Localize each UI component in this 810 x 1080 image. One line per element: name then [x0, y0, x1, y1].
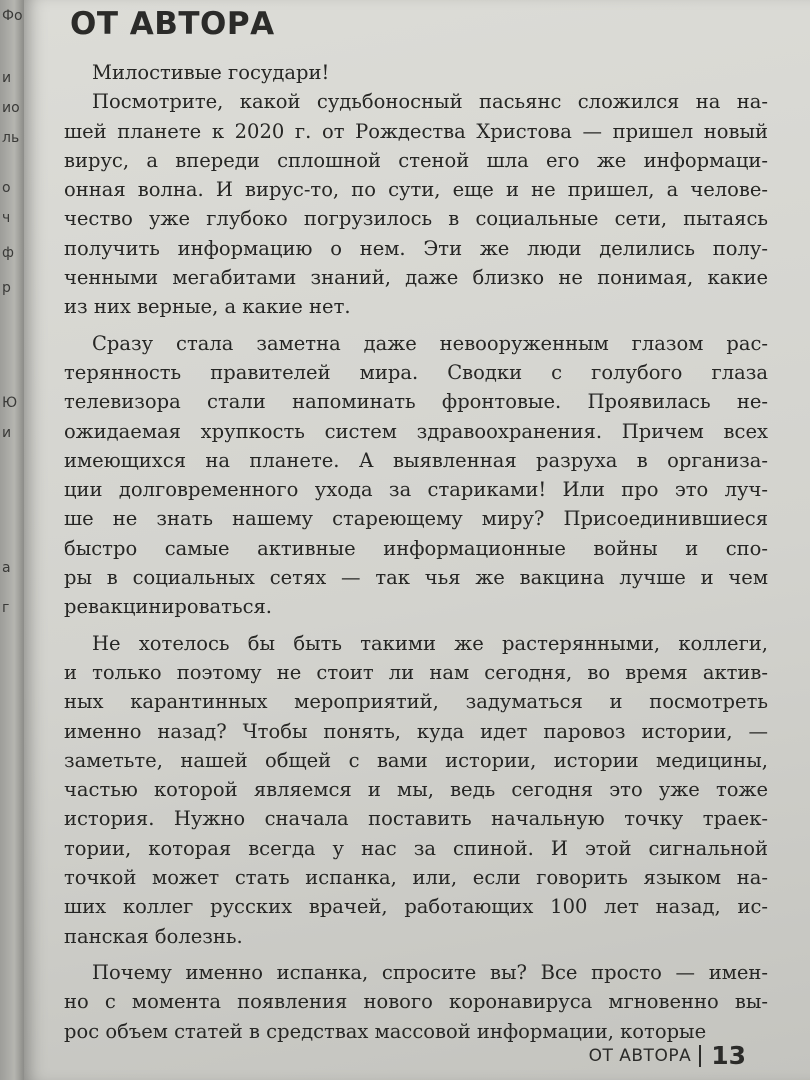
text-line: Сразу стала заметна даже невооруженным глазом рас-	[92, 331, 768, 355]
text-line: шей планете к 2020 г. от Рождества Христова — пришел новый	[64, 119, 768, 143]
text-line: и только поэтому не стоит ли нам сегодня, во время актив-	[64, 660, 768, 684]
paragraph-gap	[64, 322, 768, 329]
text-line: онная волна. И вирус-то, по сути, еще и не пришел, а челове-	[64, 178, 768, 202]
text-line: ших коллег русских врачей, работающих 100 лет назад, ис-	[64, 895, 768, 919]
paragraph	[64, 629, 768, 951]
text-line: панская болезнь.	[64, 924, 243, 948]
text-line: из них верные, а какие нет.	[64, 295, 351, 319]
adjacent-page-fragment: ф	[2, 245, 14, 261]
text-line: ожидаемая хрупкость систем здравоохранения. Причем всех	[64, 419, 768, 443]
adjacent-page-fragment: о	[2, 180, 11, 196]
text-line: заметьте, нашей общей с вами истории, истории медицины,	[64, 748, 768, 772]
text-line: чество уже глубоко погрузилось в социальные сети, пытаясь	[64, 207, 768, 231]
adjacent-page-fragment: Ю	[2, 395, 18, 411]
adjacent-page-fragment: и	[2, 70, 12, 86]
paragraph	[64, 958, 768, 1046]
body-text	[64, 58, 768, 1046]
footer-separator	[699, 1045, 701, 1067]
paragraph	[64, 87, 768, 321]
adjacent-page-fragment: а	[2, 560, 11, 576]
adjacent-page-fragment: г	[2, 600, 10, 616]
text-line: телевизора стали напоминать фронтовые. Проявилась не-	[64, 390, 768, 414]
paragraph	[64, 329, 768, 622]
page-footer	[589, 1041, 746, 1070]
text-line: но с момента появления нового коронавируса мгновенно вы-	[64, 990, 768, 1014]
paragraph	[64, 58, 768, 87]
adjacent-page-edge	[0, 0, 24, 1080]
text-line: терянность правителей мира. Сводки с голубого глаза	[64, 360, 768, 384]
text-line: ше не знать нашему стареющему миру? Присоединившиеся	[64, 507, 768, 531]
text-line: история. Нужно сначала поставить начальную точку траек-	[64, 807, 768, 831]
adjacent-page-fragment: Фо	[2, 8, 23, 24]
text-line: ных карантинных мероприятий, задуматься и посмотреть	[64, 690, 768, 714]
text-line: Милостивые государи!	[92, 61, 330, 84]
adjacent-page-fragment: р	[2, 280, 11, 296]
text-line: ры в социальных сетях — так чья же вакцина лучше и чем	[64, 566, 768, 590]
page-heading: ОТ АВТОРА	[70, 6, 275, 42]
text-line: ции долговременного ухода за стариками! Или про это луч-	[64, 478, 768, 502]
adjacent-page-fragment: и	[2, 425, 12, 441]
text-line: Посмотрите, какой судьбоносный пасьянс сложился на на-	[92, 90, 768, 114]
book-page	[24, 0, 810, 1080]
text-line: Почему именно испанка, спросите вы? Все просто — имен-	[92, 960, 768, 984]
text-line: имеющихся на планете. А выявленная разруха в организа-	[64, 448, 768, 472]
text-line: Не хотелось бы быть такими же растерянными, коллеги,	[92, 631, 768, 655]
text-line: тории, которая всегда у нас за спиной. И этой сигнальной	[64, 836, 768, 860]
text-line: получить информацию о нем. Эти же люди делились полу-	[64, 236, 768, 260]
text-line: быстро самые активные информационные войны и спо-	[64, 536, 768, 560]
text-line: рос объем статей в средствах массовой информации, которые	[64, 1019, 707, 1043]
text-line: именно назад? Чтобы понять, куда идет паровоз истории, —	[64, 719, 768, 743]
text-line: вирус, а впереди сплошной стеной шла его же информаци-	[64, 148, 768, 172]
paragraph-gap	[64, 622, 768, 629]
paragraph-gap	[64, 951, 768, 958]
adjacent-page-fragment: ч	[2, 210, 11, 226]
text-line: ченными мегабитами знаний, даже близко не понимая, какие	[64, 266, 768, 290]
adjacent-page-fragment: ль	[2, 130, 20, 146]
running-head: ОТ АВТОРА	[588, 1045, 692, 1066]
text-line: точкой может стать испанка, или, если говорить языком на-	[64, 866, 768, 890]
page-number: 13	[711, 1041, 746, 1070]
text-line: частью которой являемся и мы, ведь сегодня это уже тоже	[64, 778, 768, 802]
text-line: ревакцинироваться.	[64, 595, 272, 619]
adjacent-page-fragment: ио	[2, 100, 20, 116]
